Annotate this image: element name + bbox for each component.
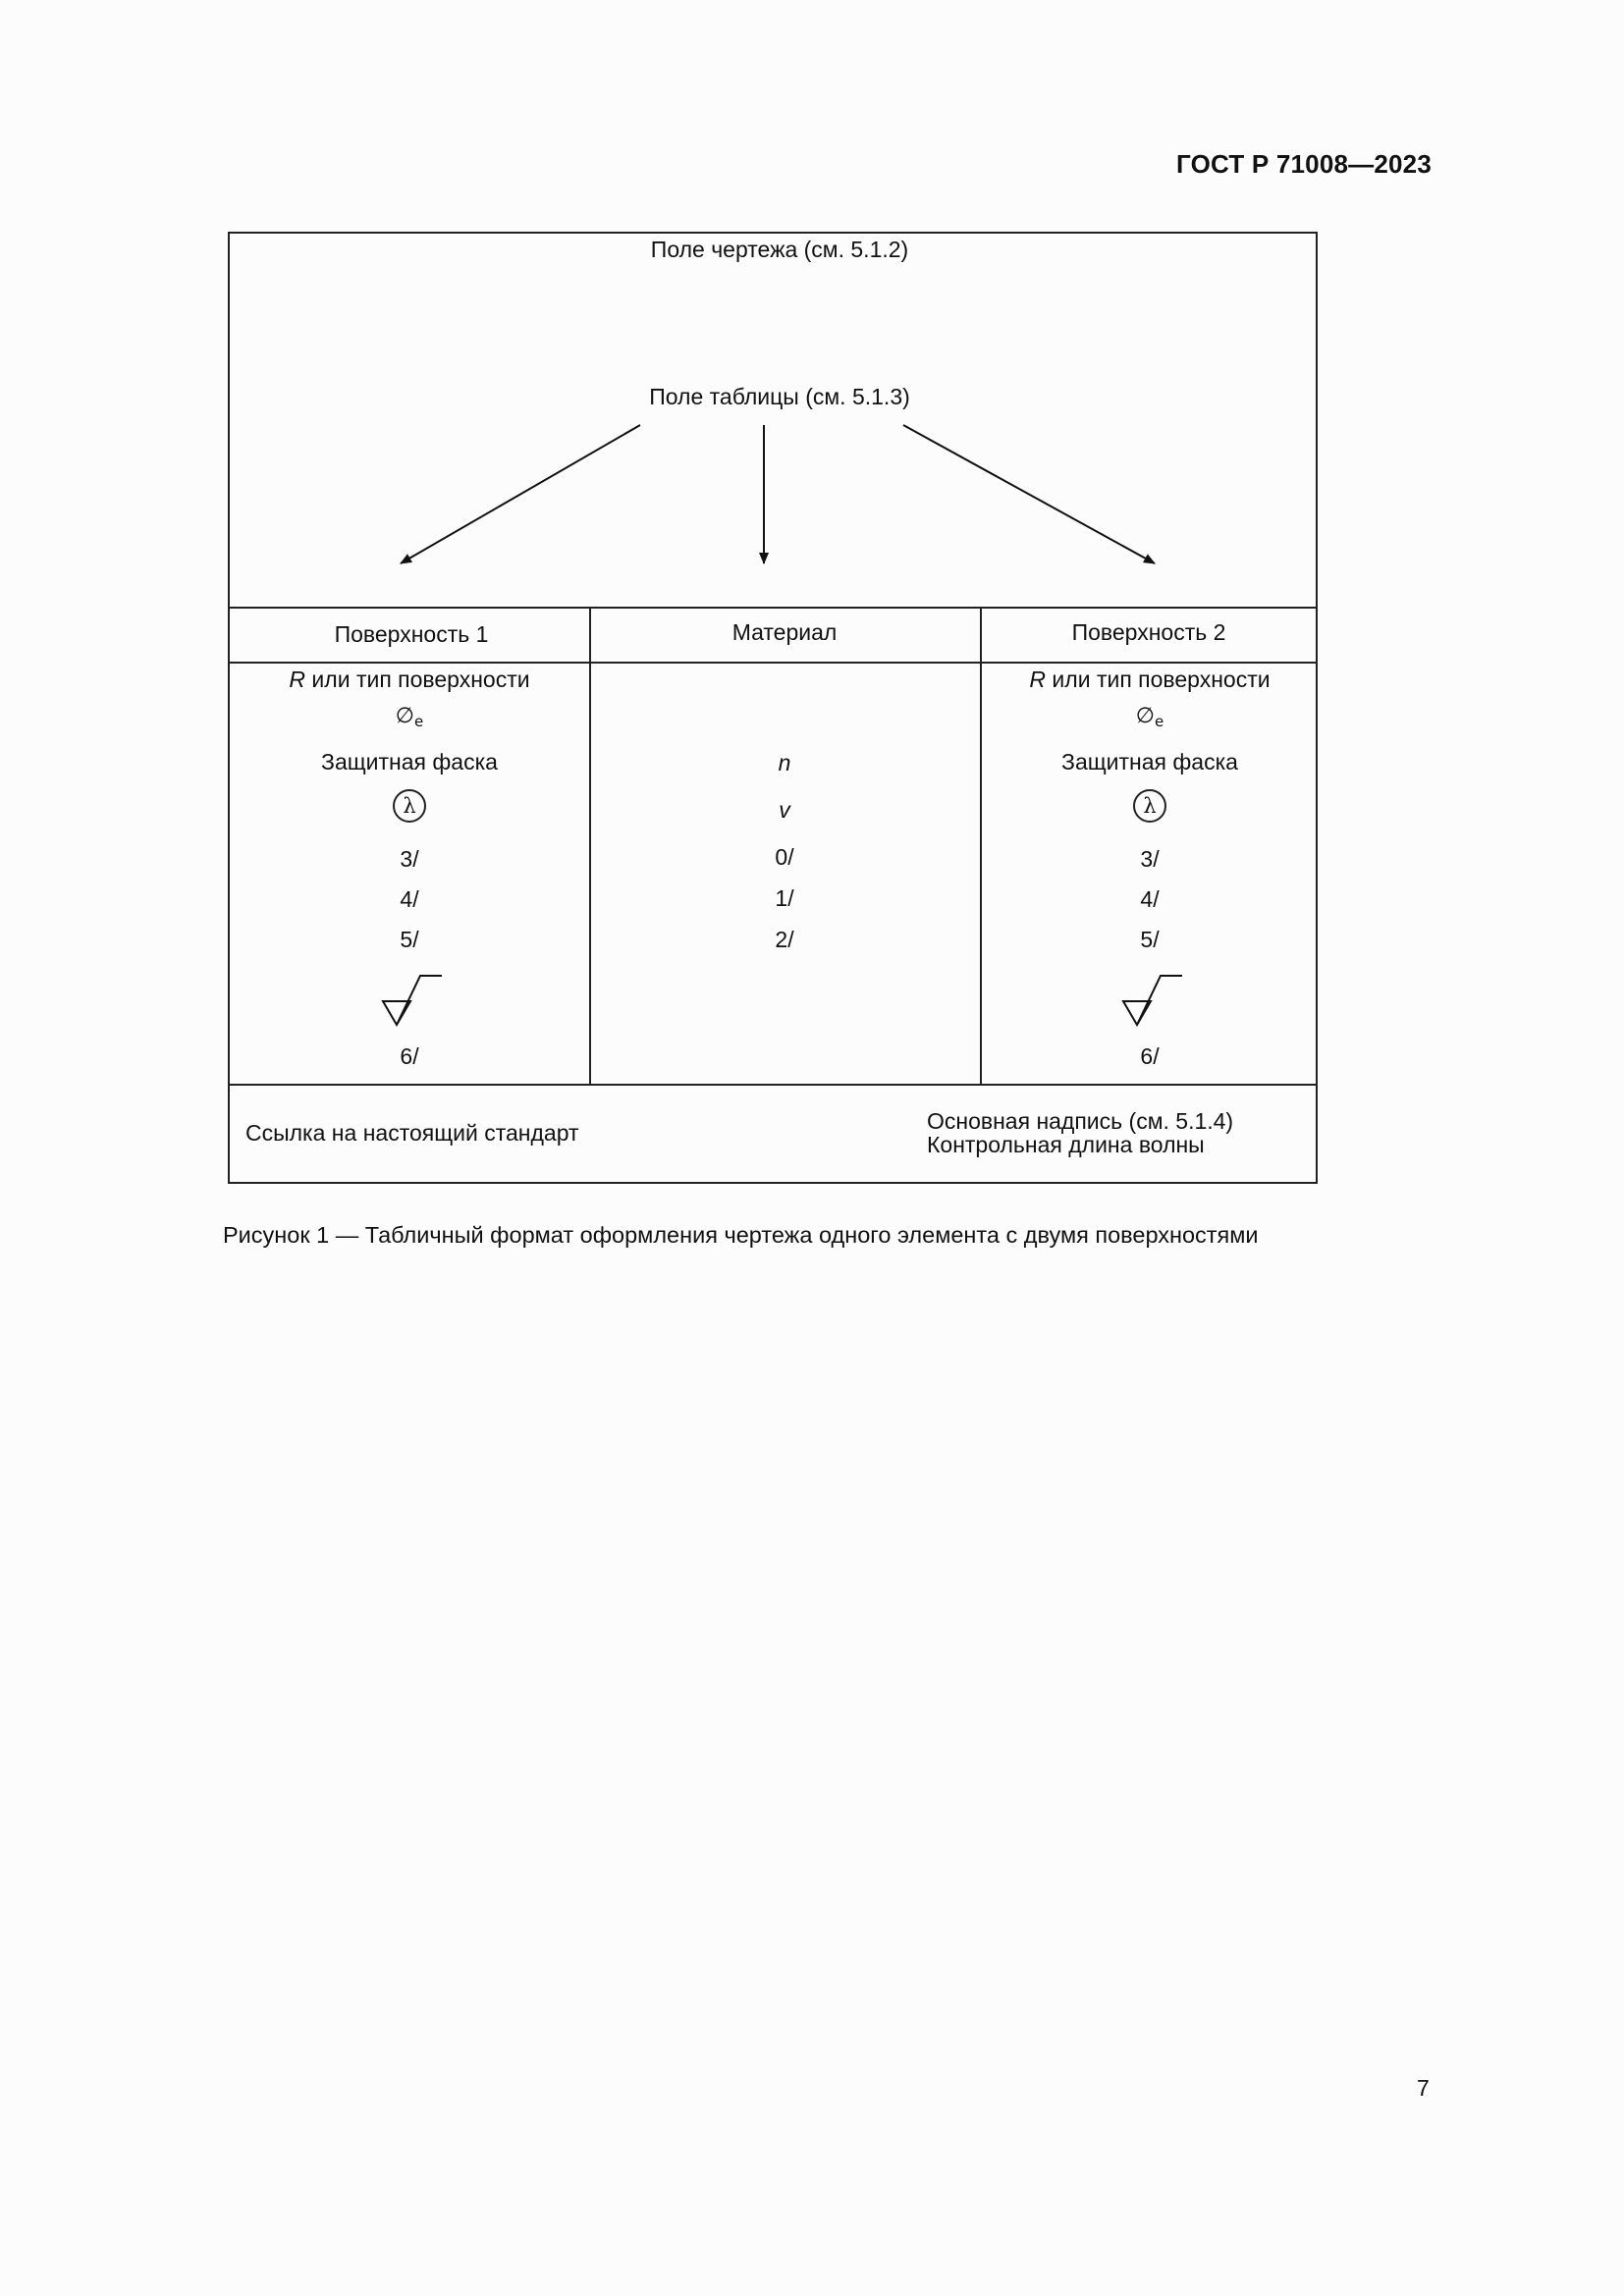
surface2-row-5: 5/ bbox=[1140, 927, 1160, 952]
surface1-diameter: $\emptyset_e$ bbox=[395, 704, 424, 730]
surface2-row-3: 3/ bbox=[1140, 846, 1160, 872]
surface1-row-5: 5/ bbox=[400, 927, 419, 952]
column-divider-1 bbox=[589, 607, 591, 1086]
column-divider-2 bbox=[980, 607, 982, 1086]
surface2-diameter: $\emptyset_e$ bbox=[1135, 704, 1164, 730]
drawing-format-figure bbox=[228, 232, 1318, 1184]
footer-border bbox=[230, 1084, 1316, 1086]
surface1-row-3: 3/ bbox=[400, 846, 419, 872]
figure-caption: Рисунок 1 — Табличный формат оформления чертежа одного элемента с двумя поверхностями bbox=[223, 1222, 1259, 1248]
surface2-row-6: 6/ bbox=[1140, 1043, 1160, 1069]
page-number: 7 bbox=[1417, 2075, 1430, 2101]
surface2-row-4: 4/ bbox=[1140, 886, 1160, 912]
title-block-label: Основная надпись (см. 5.1.4) bbox=[927, 1108, 1234, 1134]
drawing-field-label: Поле чертежа (см. 5.1.2) bbox=[650, 237, 909, 262]
material-abbe-number: v bbox=[779, 797, 790, 823]
surface2-chamfer: Защитная фаска bbox=[1061, 749, 1238, 774]
arrow-left bbox=[401, 425, 640, 563]
column-header-surface1: Поверхность 1 bbox=[334, 621, 489, 647]
surface1-chamfer: Защитная фаска bbox=[321, 749, 498, 774]
surface2-wavelength-symbol: λ bbox=[1133, 789, 1166, 823]
material-row-2: 2/ bbox=[775, 927, 794, 952]
arrow-right bbox=[903, 425, 1155, 563]
header-row-border bbox=[230, 662, 1316, 664]
title-block-notes bbox=[927, 1109, 1233, 1156]
surface1-wavelength-symbol: λ bbox=[393, 789, 426, 823]
surface2-roughness-icon bbox=[1121, 974, 1184, 1029]
surface1-row-6: 6/ bbox=[400, 1043, 419, 1069]
table-top-border bbox=[230, 607, 1316, 609]
table-field-label: Поле таблицы (см. 5.1.3) bbox=[649, 384, 910, 409]
material-refractive-index: n bbox=[778, 750, 791, 775]
column-header-material: Материал bbox=[731, 619, 838, 645]
surface1-radius-type: R или тип поверхности bbox=[289, 667, 530, 692]
column-header-surface2: Поверхность 2 bbox=[1071, 619, 1226, 645]
standard-reference: Ссылка на настоящий стандарт bbox=[245, 1120, 579, 1146]
reference-wavelength-label: Контрольная длина волны bbox=[927, 1132, 1205, 1157]
surface1-roughness-icon bbox=[381, 974, 444, 1029]
material-row-0: 0/ bbox=[775, 844, 794, 870]
surface2-radius-type: R или тип поверхности bbox=[1029, 667, 1271, 692]
surface1-row-4: 4/ bbox=[400, 886, 419, 912]
document-number: ГОСТ Р 71008—2023 bbox=[1176, 149, 1432, 179]
material-row-1: 1/ bbox=[775, 885, 794, 911]
